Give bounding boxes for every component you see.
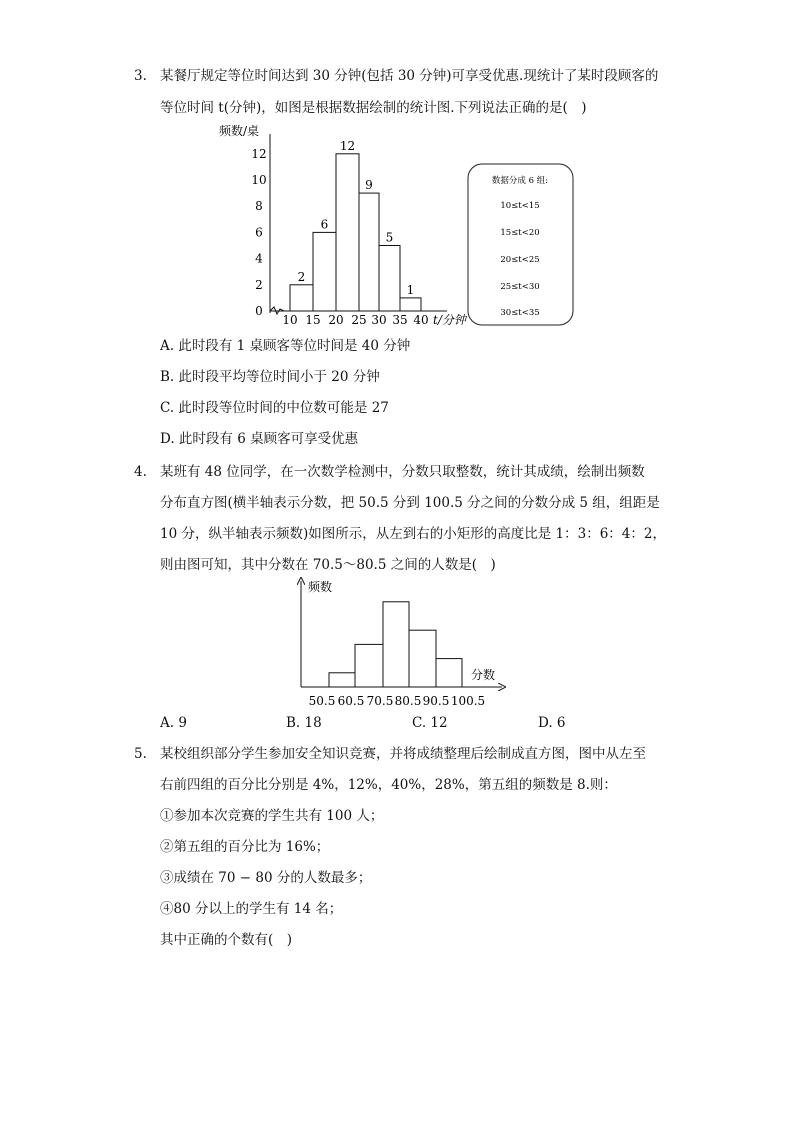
q3-legend-item-3: 20≤t<25 <box>500 255 540 265</box>
q3-bar <box>400 298 421 311</box>
q4-x-tick-label: 90.5 <box>422 694 450 708</box>
q4-option-c[interactable]: C. 12 <box>412 715 448 731</box>
q4-bar <box>383 602 409 687</box>
q3-bar <box>290 285 313 311</box>
q4-option-d[interactable]: D. 6 <box>538 715 566 731</box>
q4-x-tick-label: 70.5 <box>366 694 394 708</box>
q3-option-c[interactable]: C. 此时段等位时间的中位数可能是 27 <box>160 400 389 416</box>
q4-bar <box>409 630 436 687</box>
q3-group-legend-box <box>467 163 575 327</box>
q3-bar-value-label: 6 <box>320 217 329 232</box>
q3-bar <box>336 154 359 311</box>
q3-stem-line-2: 等位时间 t(分钟)，如图是根据数据绘制的统计图.下列说法正确的是( ) <box>160 100 587 116</box>
q3-legend-title: 数据分成 6 组: <box>491 176 549 186</box>
q4-option-b[interactable]: B. 18 <box>286 715 322 731</box>
q4-number: 4. <box>134 464 147 480</box>
q3-bar-value-label: 2 <box>297 269 306 284</box>
q4-bar <box>355 644 383 687</box>
q3-bar <box>359 193 379 311</box>
q3-legend-item-4: 25≤t<30 <box>500 282 540 292</box>
q3-number: 3. <box>134 68 147 84</box>
q4-stem-line-4: 则由图可知，其中分数在 70.5～80.5 之间的人数是( ) <box>160 557 496 573</box>
q3-option-d[interactable]: D. 此时段有 6 桌顾客可享受优惠 <box>160 431 359 447</box>
q3-bar <box>313 232 336 311</box>
q3-bar-value-label: 1 <box>406 282 415 297</box>
q3-y-tick-label: 4 <box>255 251 263 266</box>
q3-bar-value-label: 12 <box>339 138 356 153</box>
q3-legend-border <box>468 164 573 325</box>
q3-legend-item-1: 10≤t<15 <box>500 201 540 211</box>
q3-y-tick-label: 2 <box>255 277 263 292</box>
q4-bar <box>329 673 355 687</box>
q4-option-a[interactable]: A. 9 <box>160 715 187 731</box>
q3-stem-line-1: 某餐厅规定等位时间达到 30 分钟(包括 30 分钟)可享受优惠.现统计了某时段顾客的 <box>160 68 659 84</box>
q3-legend-item-2: 15≤t<20 <box>500 228 540 238</box>
q4-x-tick-label: 50.5 <box>308 694 336 708</box>
q4-stem-line-3: 10 分，纵半轴表示频数)如图所示，从左到右的小矩形的高度比是 1：3：6：4：2， <box>160 526 666 542</box>
q3-y-tick-label: 8 <box>255 199 263 214</box>
q5-statement-3: ③成绩在 70 − 80 分的人数最多； <box>160 870 372 886</box>
q5-stem-line-1: 某校组织部分学生参加安全知识竞赛，并将成绩整理后绘制成直方图，图中从左至 <box>160 746 646 762</box>
q4-bar <box>436 659 462 687</box>
q5-statement-4: ④80 分以上的学生有 14 名； <box>160 901 343 917</box>
q3-y-tick-label: 6 <box>255 225 263 240</box>
q3-y-tick-label: 0 <box>255 304 263 318</box>
q3-bar-value-label: 9 <box>365 178 373 193</box>
q3-y-tick-label: 10 <box>251 173 267 187</box>
q4-x-axis-label: 分数 <box>471 668 496 682</box>
q3-x-axis-label: t/分钟 <box>433 313 466 327</box>
q3-x-tick-label: 10 <box>282 313 298 327</box>
q3-bar-value-label: 5 <box>385 230 394 245</box>
q3-bar <box>379 246 400 312</box>
q4-histogram <box>290 575 510 710</box>
q3-x-tick-label: 25 <box>351 313 367 327</box>
q4-x-tick-label: 80.5 <box>394 694 422 708</box>
q3-x-tick-label: 20 <box>328 313 344 327</box>
q5-statement-2: ②第五组的百分比为 16%； <box>160 839 330 855</box>
q4-x-tick-label: 60.5 <box>337 694 365 708</box>
q3-x-tick-label: 15 <box>305 313 321 327</box>
q3-histogram <box>215 118 485 330</box>
q3-x-tick-label: 35 <box>392 313 408 327</box>
q5-question-end: 其中正确的个数有( ) <box>160 932 293 948</box>
q3-x-tick-label: 40 <box>413 313 429 327</box>
q5-statement-1: ①参加本次竞赛的学生共有 100 人； <box>160 808 384 824</box>
q3-y-tick-label: 12 <box>251 146 267 161</box>
q5-number: 5. <box>134 746 147 762</box>
q3-y-axis-label: 频数/桌 <box>219 124 260 138</box>
q4-stem-line-2: 分布直方图(横半轴表示分数，把 50.5 分到 100.5 分之间的分数分成 5 组，组距是 <box>160 495 660 511</box>
q4-y-axis-label: 频数 <box>308 580 333 594</box>
q3-x-tick-label: 30 <box>371 313 387 327</box>
q3-legend-item-5: 30≤t<35 <box>500 308 540 318</box>
q4-stem-line-1: 某班有 48 位同学，在一次数学检测中，分数只取整数，统计其成绩，绘制出频数 <box>160 464 645 480</box>
q5-stem-line-2: 右前四组的百分比分别是 4%，12%，40%，28%，第五组的频数是 8.则： <box>160 777 617 793</box>
q3-option-a[interactable]: A. 此时段有 1 桌顾客等位时间是 40 分钟 <box>160 338 411 354</box>
q4-x-tick-label: 100.5 <box>450 694 486 708</box>
q3-option-b[interactable]: B. 此时段平均等位时间小于 20 分钟 <box>160 369 380 385</box>
